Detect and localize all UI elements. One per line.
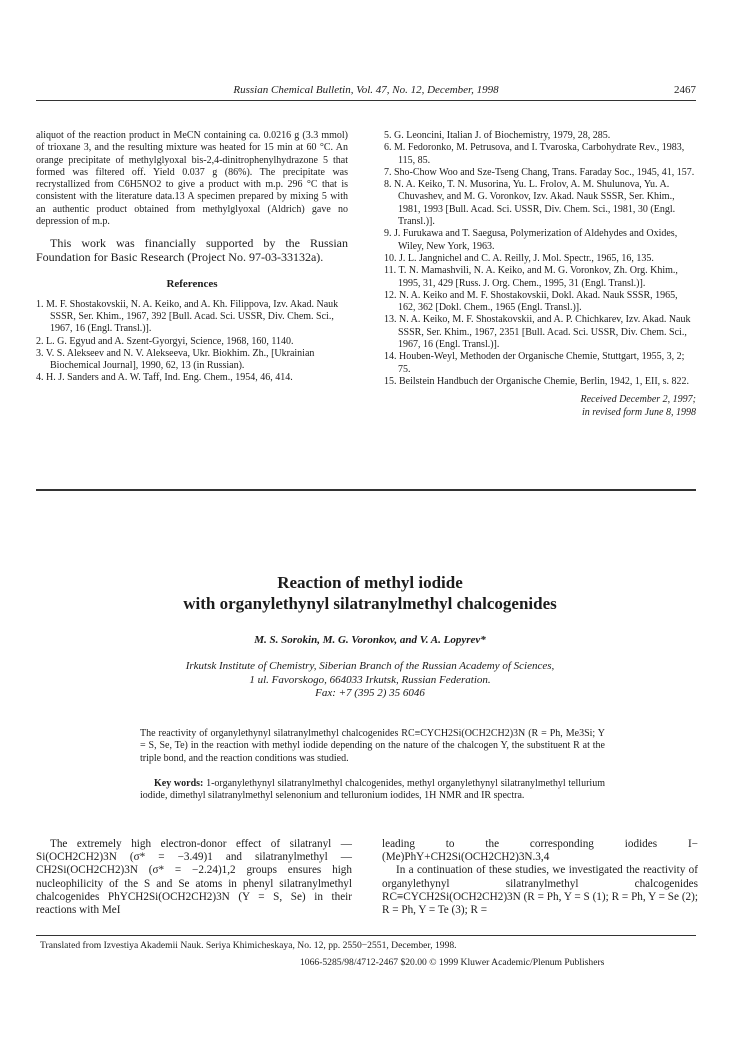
reference-item: 2. L. G. Egyud and A. Szent-Gyorgyi, Science, 1968, 160, 1140. <box>36 335 294 347</box>
keywords-text: 1-organylethynyl silatranylmethyl chalcogenides, methyl organylethynyl silatranylmethyl tellurium iodide, dimethyl silatranylmethyl selenonium and telluronium iodides, 1H NMR and IR spectra. <box>140 778 605 802</box>
right-column <box>384 130 696 419</box>
left-column <box>36 130 348 385</box>
reference-item: 11. T. N. Mamashvili, N. A. Keiko, and M. G. Voronkov, Zh. Org. Khim., 1995, 31, 429 [Russ. J. Org. Chem., 1995, 31 (Engl. Transl.)]. <box>384 265 678 289</box>
reference-item: 15. Beilstein Handbuch der Organische Chemie, Berlin, 1942, 1, EII, s. 822. <box>384 375 690 387</box>
affiliation-line-2: 1 ul. Favorskogo, 664033 Irkutsk, Russian Federation. <box>249 673 491 686</box>
header-rule <box>36 100 696 101</box>
page-number: 2467 <box>674 84 696 96</box>
study-paragraph: In a continuation of these studies, we investigated the reactivity of organylethynyl silatranylmethyl chalcogenides RC≡CYCH2Si(OCH2CH2)3N (R = Ph, Y = S (1); R = Ph, Y = Se (2); R = Ph, Y = Te (3); R = <box>382 864 698 917</box>
experimental-paragraph: aliquot of the reaction product in MeCN containing ca. 0.0216 g (3.3 mmol) of trioxane 3, and the resulting mixture was heated for 15 min at 60 °C. An orange precipitate of methylglyoxal bis-2,4-dinitrophenylhydrazone 5 that formed was filtered off. Yield 0.037 g (86%). The precipitate was recrystallized from C6H5NO2 to give a product with m.p. 296 °C that is consistent with the literature data.13 A specimen prepared by mixing 5 with an authentic product obtained from methylglyoxal (Aldrich) gave no depression of m.p. <box>36 130 348 228</box>
reference-item: 14. Houben-Weyl, Methoden der Organische Chemie, Stuttgart, 1955, 3, 2; 75. <box>384 351 685 375</box>
reference-item: 8. N. A. Keiko, T. N. Musorina, Yu. L. Frolov, A. M. Shulunova, Yu. A. Chuvashev, and M. G. Voronkov, Izv. Akad. Nauk SSSR, Ser. Khim., 1981, 1993 [Bull. Acad. Sci. USSR, Div. Chem. Sci., 1981, 30 (Engl. Transl.)]. <box>384 179 676 228</box>
reference-item: 13. N. A. Keiko, M. F. Shostakovskii, and A. P. Chichkarev, Izv. Akad. Nauk SSSR, Ser. Khim., 1967, 2351 [Bull. Acad. Sci. USSR, Div. Chem. Sci., 1967, 16 (Engl. Transl.)]. <box>384 314 691 351</box>
title-line-2: with organylethynyl silatranylmethyl chalcogenides <box>183 594 557 613</box>
affiliation-line-1: Irkutsk Institute of Chemistry, Siberian Branch of the Russian Academy of Sciences, <box>185 660 555 672</box>
intro-continuation: leading to the corresponding iodides I−(Me)PhY+CH2Si(OCH2CH2)3N.3,4 <box>382 838 698 864</box>
reference-item: 9. J. Furukawa and T. Saegusa, Polymerization of Aldehydes and Oxides, Wiley, New York, 1963. <box>384 228 678 252</box>
fax: Fax: +7 (395 2) 35 6046 <box>315 687 425 699</box>
reference-item: 6. M. Fedoronko, M. Petrusova, and I. Tvaroska, Carbohydrate Rev., 1983, 115, 85. <box>384 142 685 166</box>
authors: M. S. Sorokin, M. G. Voronkov, and V. A. Lopyrev* <box>254 634 486 646</box>
reference-item: 3. V. S. Alekseev and N. V. Alekseeva, Ukr. Biokhim. Zh., [Ukrainian Biochemical Journal], 1990, 62, 13 (in Russian). <box>36 347 315 372</box>
reference-item: 4. H. J. Sanders and A. W. Taff, Ind. Eng. Chem., 1954, 46, 414. <box>36 372 293 384</box>
received-date: Received December 2, 1997; <box>580 394 696 406</box>
abstract: The reactivity of organylethynyl silatranylmethyl chalcogenides RC≡CYCH2Si(OCH2CH2)3N (R = Ph, Me3Si; Y = S, Se, Te) in the reaction with methyl iodide depending on the nature of the chalcogen Y, the substituent R at the triple bond, and the reaction conditions was studied. <box>140 728 605 764</box>
reference-item: 7. Sho-Chow Woo and Sze-Tseng Chang, Trans. Faraday Soc., 1945, 41, 157. <box>384 166 695 178</box>
footer-rule <box>36 935 696 936</box>
title-line-1: Reaction of methyl iodide <box>277 573 463 592</box>
article-title <box>60 572 680 614</box>
body-left-column <box>36 838 352 917</box>
journal-citation: Russian Chemical Bulletin, Vol. 47, No. 12, December, 1998 <box>233 84 499 96</box>
reference-item: 10. J. L. Jangnichel and C. A. Reilly, J. Mol. Spectr., 1965, 16, 135. <box>384 252 654 264</box>
body-right-column <box>382 838 698 917</box>
keywords-label: Key words: <box>154 778 204 789</box>
affiliation <box>60 660 680 701</box>
reference-item: 5. G. Leoncini, Italian J. of Biochemistry, 1979, 28, 285. <box>384 130 611 141</box>
copyright-line: 1066-5285/98/4712-2467 $20.00 © 1999 Kluwer Academic/Plenum Publishers <box>300 957 605 968</box>
references-title: References <box>166 278 218 291</box>
translation-note: Translated from Izvestiya Akademii Nauk. Seriya Khimicheskaya, No. 12, pp. 2550−2551, December, 1998. <box>40 940 457 951</box>
reference-item: 1. M. F. Shostakovskii, N. A. Keiko, and A. Kh. Filippova, Izv. Akad. Nauk SSSR, Ser. Khim., 1967, 392 [Bull. Acad. Sci. USSR, Div. Chem. Sci., 1967, 16 (Engl. Transl.)]. <box>36 298 339 335</box>
reference-item: 12. N. A. Keiko and M. F. Shostakovskii, Dokl. Akad. Nauk SSSR, 1965, 162, 362 [Dokl. Chem., 1965 (Engl. Transl.)]. <box>384 289 678 314</box>
keywords <box>140 778 605 803</box>
revised-date: in revised form June 8, 1998 <box>581 406 696 418</box>
acknowledgment: This work was financially supported by the Russian Foundation for Basic Research (Project No. 97-03-33132a). <box>36 236 348 265</box>
intro-paragraph: The extremely high electron-donor effect of silatranyl —Si(OCH2CH2)3N (σ* = −3.49)1 and silatranylmethyl —CH2Si(OCH2CH2)3N (σ* = −2.24)1,2 groups ensures high nucleophilicity of the S and Se atoms in phenyl silatranylmethyl chalcogenides PhYCH2Si(OCH2CH2)3N (Y = S, Se) in their reactions with MeI <box>36 838 352 917</box>
section-rule <box>36 489 696 491</box>
